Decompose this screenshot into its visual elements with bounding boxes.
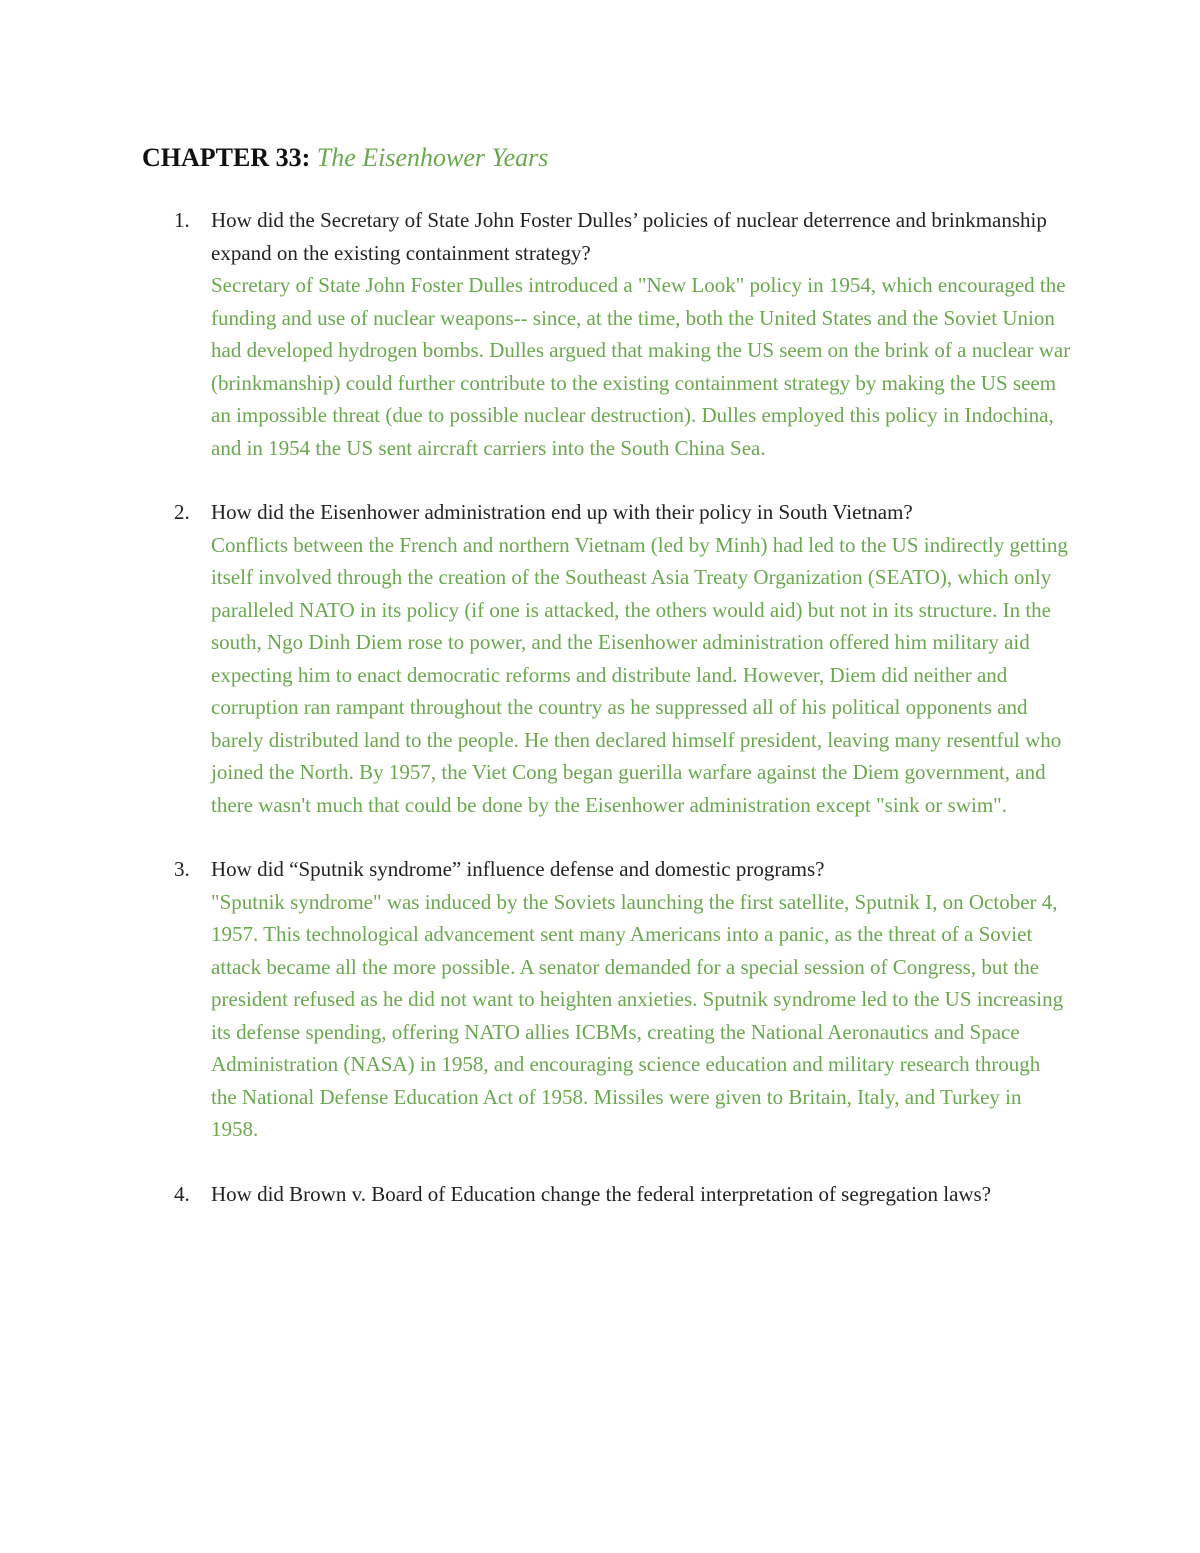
- question-number: 2.: [174, 500, 190, 524]
- chapter-subject: The Eisenhower Years: [316, 143, 549, 172]
- question-item-1: [0, 204, 1071, 464]
- question-item-3: [0, 853, 1071, 1146]
- answer-text: Secretary of State John Foster Dulles introduced a "New Look" policy in 1954, which encouraged the funding and use of nuclear weapons-- since, at the time, both the United States and the Soviet Union had developed hydrogen bombs. Dulles argued that making the US seem on the brink of a nuclear war (brinkmanship) could further contribute to the existing containment strategy by making the US seem an impossible threat (due to possible nuclear destruction). Dulles employed this policy in Indochina, and in 1954 the US sent aircraft carriers into the South China Sea.: [211, 273, 1071, 460]
- question-number: 1.: [174, 208, 190, 232]
- question-item-2: [0, 496, 1071, 821]
- question-text: How did the Secretary of State John Foster Dulles’ policies of nuclear deterrence and brinkmanship expand on the existing containment strategy?: [211, 208, 1047, 265]
- answer-text: "Sputnik syndrome" was induced by the Soviets launching the first satellite, Sputnik I, on October 4, 1957. This technological advancement sent many Americans into a panic, as the threat of a Soviet attack became all the more possible. A senator demanded for a special session of Congress, but the president refused as he did not want to heighten anxieties. Sputnik syndrome led to the US increasing its defense spending, offering NATO allies ICBMs, creating the National Aeronautics and Space Administration (NASA) in 1958, and encouraging science education and military research through the National Defense Education Act of 1958. Missiles were given to Britain, Italy, and Turkey in 1958.: [211, 889, 1064, 1141]
- page-title: [142, 140, 548, 176]
- question-text: How did Brown v. Board of Education change the federal interpretation of segregation laws?: [211, 1181, 992, 1206]
- question-text: How did the Eisenhower administration end up with their policy in South Vietnam?: [211, 500, 913, 524]
- question-text: How did “Sputnik syndrome” influence defense and domestic programs?: [211, 857, 825, 881]
- question-item-4: [0, 1178, 1071, 1211]
- chapter-label: CHAPTER 33:: [142, 143, 311, 172]
- question-number: 4.: [174, 1181, 190, 1206]
- question-number: 3.: [174, 857, 190, 881]
- question-list: [0, 204, 1200, 1210]
- answer-text: Conflicts between the French and northern Vietnam (led by Minh) had led to the US indirectly getting itself involved through the creation of the Southeast Asia Treaty Organization (SEATO), which only paralleled NATO in its policy (if one is attacked, the others would aid) but not in its structure. In the south, Ngo Dinh Diem rose to power, and the Eisenhower administration offered him military aid expecting him to enact democratic reforms and distribute land. However, Diem did neither and corruption ran rampant throughout the country as he suppressed all of his political opponents and barely distributed land to the people. He then declared himself president, leaving many resentful who joined the North. By 1957, the Viet Cong began guerilla warfare against the Diem government, and there wasn't much that could be done by the Eisenhower administration except "sink or swim".: [211, 532, 1068, 817]
